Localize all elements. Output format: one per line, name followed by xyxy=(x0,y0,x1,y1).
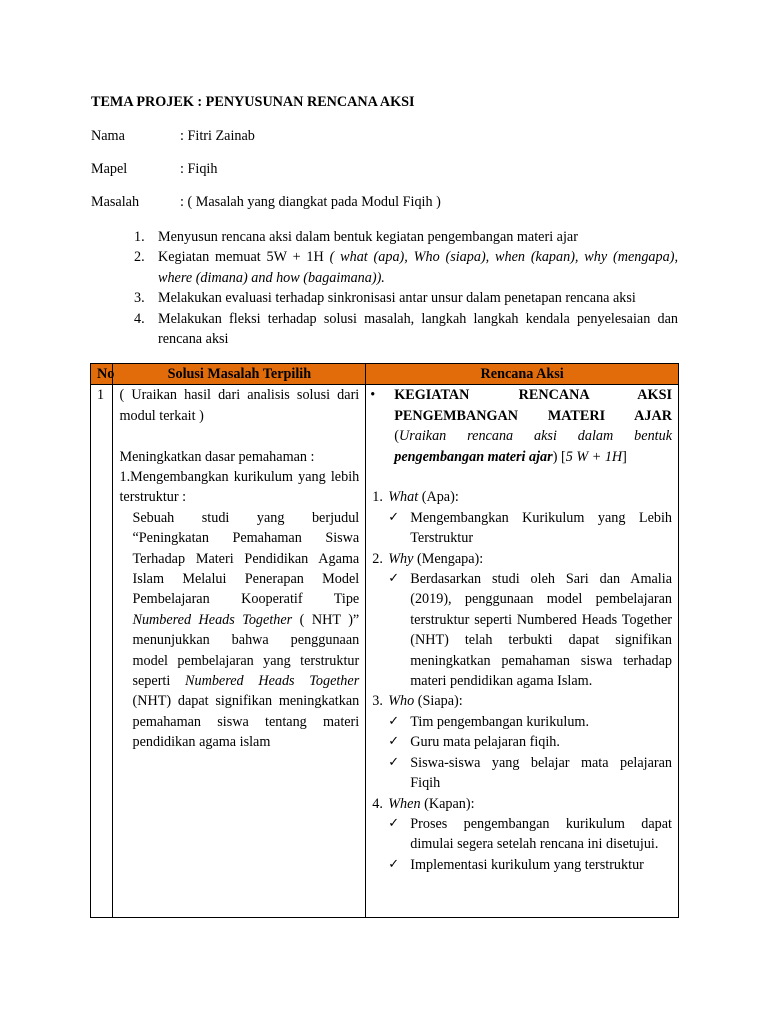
check-text: Mengembangkan Kurikulum yang Lebih Terstruktur xyxy=(410,509,672,547)
check-text: Proses pengembangan kurikulum dapat dimulai segera setelah rencana ini disetujui. xyxy=(410,815,672,853)
field-label: Mapel xyxy=(91,161,128,177)
solution-item-number: 1. xyxy=(119,469,131,486)
plan-heading xyxy=(372,385,672,467)
field-label: Masalah xyxy=(91,194,140,210)
list-text: Kegiatan memuat 5W + 1H xyxy=(158,249,330,266)
solution-body-text: Sebuah studi yang berjudul “Peningkatan Pemahaman Siswa Terhadap Materi Pendidikan Agama Islam Melalui Penerapan Model Pembelajaran Kooperatif Tipe xyxy=(132,509,360,608)
question-number: 2. xyxy=(372,550,383,567)
list-text-italic: ( what (apa), Who (siapa), when (kapan), why (mengapa), where (dimana) and how (bagaimana)). xyxy=(158,249,678,286)
list-item xyxy=(372,569,672,691)
plan-note xyxy=(394,426,672,467)
list-item xyxy=(134,309,678,350)
note-text: ) [ xyxy=(552,448,566,465)
checkmark-icon: ✓ xyxy=(388,734,400,750)
note-formula: 5 W + 1H xyxy=(565,448,623,465)
table-header-row xyxy=(91,364,679,385)
note-text: ] xyxy=(622,448,627,465)
header-no: No xyxy=(91,364,113,385)
field-label: Nama xyxy=(91,128,125,144)
checkmark-icon: ✓ xyxy=(388,856,400,872)
list-item xyxy=(372,508,672,549)
check-text: Siswa-siswa yang belajar mata pelajaran Fiqih xyxy=(410,754,672,792)
question-number: 3. xyxy=(372,693,383,710)
checkmark-icon: ✓ xyxy=(388,509,400,525)
question-label: (Kapan): xyxy=(420,795,475,812)
cell-plan xyxy=(366,385,679,918)
document-title: TEMA PROJEK : PENYUSUNAN RENCANA AKSI xyxy=(91,94,415,110)
question-label: (Siapa): xyxy=(414,693,463,710)
list-item xyxy=(372,732,672,752)
list-number: 2. xyxy=(134,249,145,266)
cell-no: 1 xyxy=(91,385,113,918)
question-why xyxy=(372,549,672,569)
action-plan-table xyxy=(90,363,679,918)
checkmark-icon: ✓ xyxy=(388,754,400,770)
list-text: Menyusun rencana aksi dalam bentuk kegiatan pengembangan materi ajar xyxy=(158,229,578,245)
question-label: (Mengapa): xyxy=(413,550,484,567)
check-text: Guru mata pelajaran fiqih. xyxy=(410,734,560,751)
solution-body-italic: Numbered Heads Together xyxy=(185,673,360,690)
solution-body-italic: Numbered Heads Together xyxy=(132,611,293,628)
header-plan: Rencana Aksi xyxy=(366,364,679,385)
list-item xyxy=(372,712,672,732)
question-what xyxy=(372,487,672,507)
list-item xyxy=(372,753,672,794)
solution-item-title xyxy=(119,467,359,508)
solution-body-text: (NHT) dapat signifikan meningkatkan pemahaman siswa tentang materi pendidikan agama islam xyxy=(132,693,360,751)
checkmark-icon: ✓ xyxy=(388,815,400,831)
question-number: 1. xyxy=(372,489,383,506)
question-word: Why xyxy=(388,550,414,567)
list-text: Melakukan fleksi terhadap solusi masalah, langkah langkah kendala penyelesaian dan rencana aksi xyxy=(158,310,678,348)
field-value: : Fiqih xyxy=(180,161,218,177)
field-value: : ( Masalah yang diangkat pada Modul Fiqih ) xyxy=(180,194,441,210)
checkmark-icon: ✓ xyxy=(388,571,400,587)
note-bold-italic: pengembangan materi ajar xyxy=(394,448,553,465)
question-when xyxy=(372,794,672,814)
list-number: 4. xyxy=(134,310,145,327)
question-label: (Apa): xyxy=(418,489,459,506)
list-item xyxy=(372,855,672,875)
question-who xyxy=(372,691,672,711)
list-item xyxy=(134,247,678,288)
list-number: 3. xyxy=(134,290,145,307)
solution-lead: Meningkatkan dasar pemahaman : xyxy=(119,448,315,465)
table-row xyxy=(91,385,679,918)
list-text: Melakukan evaluasi terhadap sinkronisasi antar unsur dalam penetapan rencana aksi xyxy=(158,290,636,307)
question-word: When xyxy=(388,795,421,812)
solution-body-text: ( NHT )” menunjukkan bahwa penggunaan model pembelajaran yang terstruktur seperti xyxy=(132,611,360,690)
list-item xyxy=(134,227,678,247)
bullet-icon: • xyxy=(370,387,376,404)
cell-solution xyxy=(113,385,366,918)
checkmark-icon: ✓ xyxy=(388,713,400,729)
solution-body xyxy=(119,508,359,753)
check-text: Tim pengembangan kurikulum. xyxy=(410,713,590,730)
list-item xyxy=(134,288,678,308)
note-text: ( xyxy=(394,428,399,445)
question-word: What xyxy=(388,489,419,506)
plan-heading-text: KEGIATAN RENCANA AKSI PENGEMBANGAN MATERI AJAR xyxy=(394,387,672,424)
question-number: 4. xyxy=(372,795,383,812)
field-value: : Fitri Zainab xyxy=(180,128,255,144)
list-number: 1. xyxy=(134,229,145,245)
check-text: Implementasi kurikulum yang terstruktur xyxy=(410,856,644,873)
check-text: Berdasarkan studi oleh Sari dan Amalia (2019), penggunaan model pembelajaran terstruktur seperti Numbered Heads Together (NHT) telah terbukti dapat signifikan meningkatkan pemahaman siswa terhadap materi pendidikan agama Islam. xyxy=(410,571,672,690)
header-solution: Solusi Masalah Terpilih xyxy=(113,364,366,385)
objectives-list xyxy=(134,227,678,349)
note-italic: Uraikan rencana aksi dalam bentuk xyxy=(398,428,672,445)
question-word: Who xyxy=(388,693,415,710)
solution-item-text: Mengembangkan kurikulum yang lebih terstruktur : xyxy=(119,469,360,506)
solution-intro: ( Uraikan hasil dari analisis solusi dari modul terkait ) xyxy=(119,387,360,424)
list-item xyxy=(372,814,672,855)
